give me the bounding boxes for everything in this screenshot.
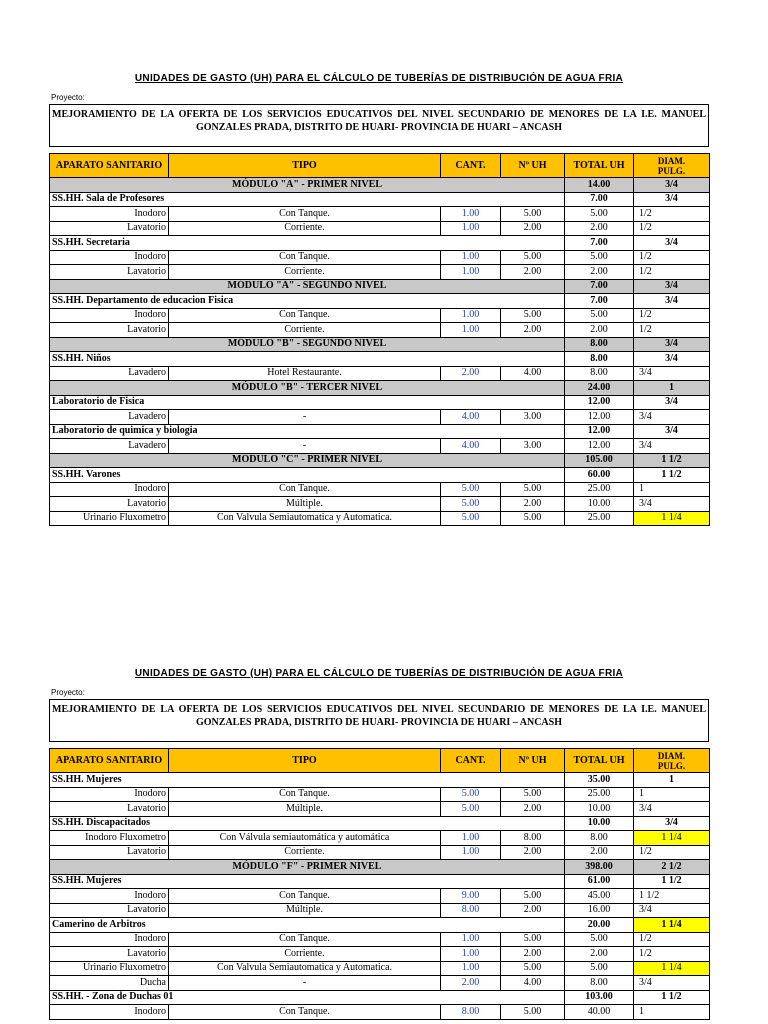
diam-pulg: 1/2 — [634, 323, 710, 338]
tipo: Múltiple. — [169, 802, 441, 817]
group-row — [50, 395, 710, 410]
uh-section-1 — [49, 72, 709, 526]
project-line-2: GONZALES PRADA, DISTRITO DE HUARI- PROVINCIA DE HUARI – ANCASH — [196, 717, 562, 728]
group-row — [50, 192, 710, 207]
col-header-uh: Nº UH — [501, 154, 565, 178]
tipo: Con Tanque. — [169, 207, 441, 222]
group-row — [50, 294, 710, 309]
tipo: Con Válvula semiautomática y automática — [169, 831, 441, 846]
total-uh: 8.00 — [565, 976, 634, 991]
uh-unitario: 5.00 — [501, 961, 565, 976]
total-uh: 2.00 — [565, 323, 634, 338]
diam-pulg: 1/2 — [634, 308, 710, 323]
cantidad: 1.00 — [441, 308, 501, 323]
aparato-sanitario: Lavatorio — [50, 947, 169, 962]
diam-pulg: 3/4 — [634, 294, 710, 309]
col-header-tipo: TIPO — [169, 154, 441, 178]
tipo: Con Tanque. — [169, 787, 441, 802]
diam-pulg: 3/4 — [634, 236, 710, 251]
uh-unitario: 5.00 — [501, 889, 565, 904]
total-uh: 7.00 — [565, 192, 634, 207]
cantidad: 4.00 — [441, 439, 501, 454]
col-header-cant: CANT. — [441, 154, 501, 178]
aparato-sanitario: Lavatorio — [50, 802, 169, 817]
total-uh: 25.00 — [565, 787, 634, 802]
total-uh: 45.00 — [565, 889, 634, 904]
diam-pulg: 3/4 — [634, 178, 710, 193]
uh-unitario: 5.00 — [501, 787, 565, 802]
group-label: SS.HH. - Zona de Duchas 01 — [50, 990, 565, 1005]
diam-pulg: 3/4 — [634, 497, 710, 512]
diam-pulg: 1 1/4 — [634, 511, 710, 526]
tipo: Con Tanque. — [169, 308, 441, 323]
aparato-sanitario: Lavatorio — [50, 221, 169, 236]
col-header-diam-line-2: PULG. — [657, 760, 686, 771]
diam-pulg: 3/4 — [634, 903, 710, 918]
col-header-diam-line-1: DIAM. — [657, 155, 686, 166]
cantidad: 2.00 — [441, 366, 501, 381]
total-uh: 25.00 — [565, 511, 634, 526]
diam-pulg: 3/4 — [634, 352, 710, 367]
total-uh: 2.00 — [565, 265, 634, 280]
fixture-row — [50, 932, 710, 947]
fixture-row — [50, 323, 710, 338]
cantidad: 1.00 — [441, 932, 501, 947]
diam-pulg: 1/2 — [634, 932, 710, 947]
uh-unitario: 2.00 — [501, 947, 565, 962]
total-uh: 5.00 — [565, 250, 634, 265]
tipo: Corriente. — [169, 265, 441, 280]
aparato-sanitario: Lavatorio — [50, 903, 169, 918]
sheet-title-text: UNIDADES DE GASTO (UH) PARA EL CÁLCULO DE TUBERÍAS DE DISTRIBUCIÓN DE AGUA FRIA — [134, 668, 624, 679]
fixture-row — [50, 511, 710, 526]
diam-pulg: 3/4 — [634, 337, 710, 352]
total-uh: 8.00 — [565, 831, 634, 846]
aparato-sanitario: Inodoro — [50, 207, 169, 222]
total-uh: 10.00 — [565, 497, 634, 512]
uh-unitario: 2.00 — [501, 903, 565, 918]
project-label: Proyecto: — [51, 93, 85, 102]
total-uh: 20.00 — [565, 918, 634, 933]
diam-pulg: 3/4 — [634, 395, 710, 410]
module-label: MÓDULO "A" - PRIMER NIVEL — [50, 178, 565, 193]
cantidad: 1.00 — [441, 323, 501, 338]
diam-pulg: 3/4 — [634, 802, 710, 817]
col-header-cant: CANT. — [441, 749, 501, 773]
module-label: MÓDULO "C" - PRIMER NIVEL — [50, 453, 565, 468]
uh-section-2 — [49, 667, 709, 1019]
cantidad: 5.00 — [441, 787, 501, 802]
module-row — [50, 453, 710, 468]
tipo: Con Tanque. — [169, 932, 441, 947]
group-label: SS.HH. Departamento de educacion Fisica — [50, 294, 565, 309]
module-label: MÓDULO "B" - TERCER NIVEL — [50, 381, 565, 396]
cantidad: 5.00 — [441, 511, 501, 526]
diam-pulg: 1 — [634, 482, 710, 497]
diam-pulg: 1/2 — [634, 250, 710, 265]
diam-pulg: 3/4 — [634, 976, 710, 991]
col-header-diam-line-2: PULG. — [657, 165, 686, 176]
diam-pulg: 3/4 — [634, 439, 710, 454]
diam-pulg: 1 — [634, 1005, 710, 1020]
aparato-sanitario: Inodoro — [50, 787, 169, 802]
group-row — [50, 352, 710, 367]
tipo: Corriente. — [169, 845, 441, 860]
diam-pulg: 3/4 — [634, 424, 710, 439]
total-uh: 16.00 — [565, 903, 634, 918]
total-uh: 5.00 — [565, 207, 634, 222]
total-uh: 12.00 — [565, 424, 634, 439]
total-uh: 7.00 — [565, 279, 634, 294]
group-label: SS.HH. Sala de Profesores — [50, 192, 565, 207]
fixture-row — [50, 787, 710, 802]
cantidad: 1.00 — [441, 221, 501, 236]
fixture-row — [50, 497, 710, 512]
fixture-row — [50, 265, 710, 280]
total-uh: 12.00 — [565, 439, 634, 454]
cantidad: 1.00 — [441, 265, 501, 280]
uh-unitario: 3.00 — [501, 410, 565, 425]
total-uh: 103.00 — [565, 990, 634, 1005]
tipo: - — [169, 976, 441, 991]
uh-unitario: 4.00 — [501, 366, 565, 381]
total-uh: 14.00 — [565, 178, 634, 193]
uh-unitario: 3.00 — [501, 439, 565, 454]
group-row — [50, 236, 710, 251]
group-row — [50, 816, 710, 831]
tipo: Corriente. — [169, 323, 441, 338]
col-header-diam — [634, 749, 710, 773]
diam-pulg: 1 — [634, 381, 710, 396]
cantidad: 1.00 — [441, 831, 501, 846]
tipo: Con Tanque. — [169, 889, 441, 904]
tipo: Hotel Restaurante. — [169, 366, 441, 381]
fixture-row — [50, 976, 710, 991]
fixture-row — [50, 903, 710, 918]
aparato-sanitario: Inodoro — [50, 1005, 169, 1020]
diam-pulg: 3/4 — [634, 410, 710, 425]
aparato-sanitario: Lavadero — [50, 366, 169, 381]
fixture-row — [50, 308, 710, 323]
fixture-row — [50, 221, 710, 236]
tipo: - — [169, 410, 441, 425]
total-uh: 60.00 — [565, 468, 634, 483]
aparato-sanitario: Lavatorio — [50, 845, 169, 860]
group-row — [50, 424, 710, 439]
total-uh: 5.00 — [565, 961, 634, 976]
aparato-sanitario: Lavadero — [50, 410, 169, 425]
diam-pulg: 3/4 — [634, 192, 710, 207]
cantidad: 1.00 — [441, 947, 501, 962]
fixture-row — [50, 410, 710, 425]
fixture-row — [50, 482, 710, 497]
fixture-row — [50, 831, 710, 846]
cantidad: 8.00 — [441, 1005, 501, 1020]
total-uh: 12.00 — [565, 395, 634, 410]
diam-pulg: 1 — [634, 787, 710, 802]
group-label: Laboratorio de quimica y biologia — [50, 424, 565, 439]
project-label: Proyecto: — [51, 688, 85, 697]
diam-pulg: 1/2 — [634, 845, 710, 860]
project-line-2: GONZALES PRADA, DISTRITO DE HUARI- PROVINCIA DE HUARI – ANCASH — [196, 122, 562, 133]
tipo: Con Tanque. — [169, 250, 441, 265]
diam-pulg: 3/4 — [634, 366, 710, 381]
header-row — [50, 154, 710, 178]
diam-pulg: 1 1/2 — [634, 453, 710, 468]
aparato-sanitario: Inodoro Fluxometro — [50, 831, 169, 846]
cantidad: 1.00 — [441, 207, 501, 222]
cantidad: 5.00 — [441, 802, 501, 817]
diam-pulg: 1/2 — [634, 265, 710, 280]
diam-pulg: 2 1/2 — [634, 860, 710, 875]
module-row — [50, 381, 710, 396]
diam-pulg: 1 1/4 — [634, 961, 710, 976]
uh-unitario: 5.00 — [501, 308, 565, 323]
total-uh: 10.00 — [565, 816, 634, 831]
tipo: Corriente. — [169, 221, 441, 236]
diam-pulg: 1 — [634, 773, 710, 788]
diam-pulg: 1 1/4 — [634, 831, 710, 846]
total-uh: 8.00 — [565, 366, 634, 381]
col-header-aparato: APARATO SANITARIO — [50, 154, 169, 178]
group-label: SS.HH. Mujeres — [50, 773, 565, 788]
aparato-sanitario: Lavadero — [50, 439, 169, 454]
total-uh: 7.00 — [565, 294, 634, 309]
total-uh: 24.00 — [565, 381, 634, 396]
fixture-row — [50, 947, 710, 962]
total-uh: 8.00 — [565, 352, 634, 367]
diam-pulg: 1 1/2 — [634, 990, 710, 1005]
fixture-row — [50, 207, 710, 222]
col-header-uh: Nº UH — [501, 749, 565, 773]
module-row — [50, 279, 710, 294]
cantidad: 5.00 — [441, 482, 501, 497]
module-label: MÓDULO "F" - PRIMER NIVEL — [50, 860, 565, 875]
module-row — [50, 178, 710, 193]
total-uh: 105.00 — [565, 453, 634, 468]
uh-unitario: 5.00 — [501, 207, 565, 222]
uh-unitario: 5.00 — [501, 932, 565, 947]
col-header-total: TOTAL UH — [565, 749, 634, 773]
total-uh: 5.00 — [565, 308, 634, 323]
uh-unitario: 2.00 — [501, 802, 565, 817]
total-uh: 2.00 — [565, 845, 634, 860]
uh-unitario: 5.00 — [501, 250, 565, 265]
uh-unitario: 5.00 — [501, 511, 565, 526]
fixture-row — [50, 250, 710, 265]
module-label: MÓDULO "A" - SEGUNDO NIVEL — [50, 279, 565, 294]
sheet-title — [49, 72, 709, 85]
group-row — [50, 918, 710, 933]
group-label: Camerino de Arbitros — [50, 918, 565, 933]
total-uh: 25.00 — [565, 482, 634, 497]
col-header-total: TOTAL UH — [565, 154, 634, 178]
aparato-sanitario: Lavatorio — [50, 265, 169, 280]
cantidad: 1.00 — [441, 250, 501, 265]
project-line-1: MEJORAMIENTO DE LA OFERTA DE LOS SERVICIOS EDUCATIVOS DEL NIVEL SECUNDARIO DE MENORES DE LA I.E. MANUEL — [52, 109, 706, 120]
fixture-row — [50, 961, 710, 976]
group-label: SS.HH. Niños — [50, 352, 565, 367]
group-label: SS.HH. Mujeres — [50, 874, 565, 889]
fixture-row — [50, 366, 710, 381]
total-uh: 8.00 — [565, 337, 634, 352]
project-description — [49, 699, 709, 742]
group-label: Laboratorio de Fisica — [50, 395, 565, 410]
diam-pulg: 1 1/2 — [634, 468, 710, 483]
aparato-sanitario: Inodoro — [50, 308, 169, 323]
group-row — [50, 874, 710, 889]
module-row — [50, 337, 710, 352]
group-label: SS.HH. Varones — [50, 468, 565, 483]
fixture-row — [50, 802, 710, 817]
col-header-diam — [634, 154, 710, 178]
group-label: SS.HH. Secretaria — [50, 236, 565, 251]
aparato-sanitario: Inodoro — [50, 932, 169, 947]
project-description — [49, 104, 709, 147]
tipo: Múltiple. — [169, 903, 441, 918]
cantidad: 8.00 — [441, 903, 501, 918]
total-uh: 398.00 — [565, 860, 634, 875]
total-uh: 61.00 — [565, 874, 634, 889]
tipo: Corriente. — [169, 947, 441, 962]
cantidad: 1.00 — [441, 961, 501, 976]
aparato-sanitario: Ducha — [50, 976, 169, 991]
module-label: MÓDULO "B" - SEGUNDO NIVEL — [50, 337, 565, 352]
group-row — [50, 990, 710, 1005]
diam-pulg: 1/2 — [634, 221, 710, 236]
cantidad: 1.00 — [441, 845, 501, 860]
total-uh: 35.00 — [565, 773, 634, 788]
total-uh: 7.00 — [565, 236, 634, 251]
uh-unitario: 4.00 — [501, 976, 565, 991]
total-uh: 10.00 — [565, 802, 634, 817]
module-row — [50, 860, 710, 875]
tipo: Con Tanque. — [169, 1005, 441, 1020]
total-uh: 2.00 — [565, 947, 634, 962]
aparato-sanitario: Inodoro — [50, 482, 169, 497]
col-header-tipo: TIPO — [169, 749, 441, 773]
aparato-sanitario: Inodoro — [50, 889, 169, 904]
uh-unitario: 2.00 — [501, 323, 565, 338]
fixture-row — [50, 439, 710, 454]
aparato-sanitario: Urinario Fluxometro — [50, 511, 169, 526]
tipo: Múltiple. — [169, 497, 441, 512]
fixture-row — [50, 1005, 710, 1020]
project-line-1: MEJORAMIENTO DE LA OFERTA DE LOS SERVICIOS EDUCATIVOS DEL NIVEL SECUNDARIO DE MENORES DE LA I.E. MANUEL — [52, 704, 706, 715]
group-row — [50, 468, 710, 483]
diam-pulg: 1 1/2 — [634, 874, 710, 889]
uh-unitario: 8.00 — [501, 831, 565, 846]
uh-unitario: 5.00 — [501, 1005, 565, 1020]
cantidad: 2.00 — [441, 976, 501, 991]
uh-unitario: 2.00 — [501, 221, 565, 236]
col-header-aparato: APARATO SANITARIO — [50, 749, 169, 773]
total-uh: 5.00 — [565, 932, 634, 947]
tipo: Con Tanque. — [169, 482, 441, 497]
uh-unitario: 2.00 — [501, 265, 565, 280]
aparato-sanitario: Urinario Fluxometro — [50, 961, 169, 976]
aparato-sanitario: Lavatorio — [50, 497, 169, 512]
total-uh: 12.00 — [565, 410, 634, 425]
fixture-row — [50, 845, 710, 860]
uh-table-2 — [49, 748, 710, 1020]
diam-pulg: 1/2 — [634, 947, 710, 962]
total-uh: 40.00 — [565, 1005, 634, 1020]
fixture-row — [50, 889, 710, 904]
uh-unitario: 5.00 — [501, 482, 565, 497]
uh-table-1 — [49, 153, 710, 526]
sheet-title-text: UNIDADES DE GASTO (UH) PARA EL CÁLCULO DE TUBERÍAS DE DISTRIBUCIÓN DE AGUA FRIA — [134, 73, 624, 84]
col-header-diam-line-1: DIAM. — [657, 750, 686, 761]
group-label: SS.HH. Discapacitados — [50, 816, 565, 831]
diam-pulg: 1 1/4 — [634, 918, 710, 933]
uh-unitario: 2.00 — [501, 845, 565, 860]
header-row — [50, 749, 710, 773]
diam-pulg: 3/4 — [634, 816, 710, 831]
diam-pulg: 1 1/2 — [634, 889, 710, 904]
uh-unitario: 2.00 — [501, 497, 565, 512]
tipo: Con Valvula Semiautomatica y Automatica. — [169, 961, 441, 976]
cantidad: 5.00 — [441, 497, 501, 512]
sheet-title — [49, 667, 709, 680]
aparato-sanitario: Lavatorio — [50, 323, 169, 338]
cantidad: 4.00 — [441, 410, 501, 425]
diam-pulg: 1/2 — [634, 207, 710, 222]
diam-pulg: 3/4 — [634, 279, 710, 294]
tipo: Con Valvula Semiautomatica y Automatica. — [169, 511, 441, 526]
aparato-sanitario: Inodoro — [50, 250, 169, 265]
cantidad: 9.00 — [441, 889, 501, 904]
group-row — [50, 773, 710, 788]
total-uh: 2.00 — [565, 221, 634, 236]
tipo: - — [169, 439, 441, 454]
